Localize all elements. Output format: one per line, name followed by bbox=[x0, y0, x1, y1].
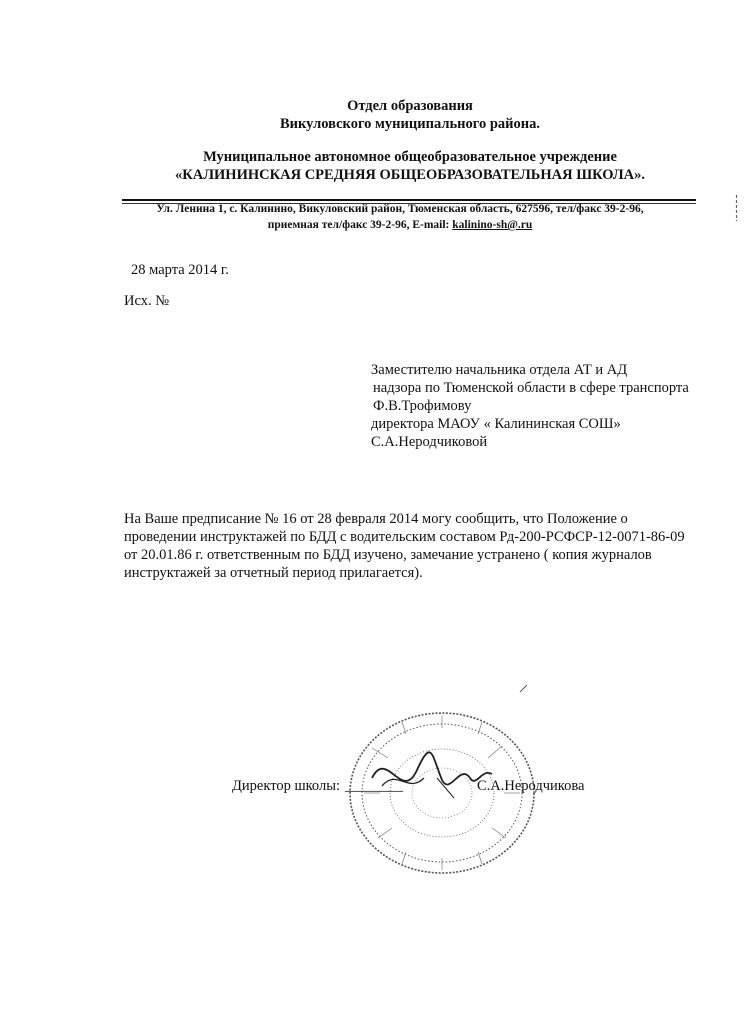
institution-type: Муниципальное автономное общеобразовательное учреждение bbox=[203, 149, 617, 165]
pen-mark-icon bbox=[518, 683, 530, 693]
body-line-4: инструктажей за отчетный период прилагается). bbox=[124, 565, 423, 581]
body-line-3: от 20.01.86 г. ответственным по БДД изучено, замечание устранено ( копия журналов bbox=[124, 547, 652, 563]
body-line-2: проведении инструктажей по БДД с водительским составом Рд-200-РСФСР-12-0071-86-09 bbox=[124, 529, 685, 545]
department-title: Отдел образования bbox=[347, 98, 473, 114]
recipient-line-1: Заместителю начальника отдела АТ и АД bbox=[371, 362, 628, 378]
contact-line bbox=[0, 219, 744, 231]
scan-edge-mark-icon bbox=[735, 195, 738, 221]
letter-date: 28 марта 2014 г. bbox=[131, 262, 229, 278]
signature-line: ________ bbox=[345, 778, 403, 794]
signatory-name: С.А.Неродчикова bbox=[477, 778, 585, 794]
recipient-line-5: С.А.Неродчиковой bbox=[371, 434, 488, 450]
signatory-role: Директор школы: bbox=[232, 778, 340, 794]
address-line: Ул. Ленина 1, с. Калинино, Викуловский район, Тюменская область, 627596, тел/факс 39-2-96, bbox=[156, 203, 644, 215]
contact-prefix: приемная тел/факс 39-2-96, E-mail: bbox=[267, 219, 453, 231]
body-line-1: На Ваше предписание № 16 от 28 февраля 2014 могу сообщить, что Положение о bbox=[124, 511, 628, 527]
header-rule bbox=[122, 199, 696, 201]
district-title: Викуловского муниципального района. bbox=[280, 116, 540, 132]
email-link[interactable]: kalinino-sh@.ru bbox=[452, 219, 533, 231]
recipient-line-3: Ф.В.Трофимову bbox=[373, 398, 472, 414]
outgoing-number: Исх. № bbox=[124, 293, 170, 309]
recipient-line-4: директора МАОУ « Калининская СОШ» bbox=[371, 416, 621, 432]
school-name: «КАЛИНИНСКАЯ СРЕДНЯЯ ОБЩЕОБРАЗОВАТЕЛЬНАЯ ШКОЛА». bbox=[174, 167, 646, 183]
recipient-line-2: надзора по Тюменской области в сфере транспорта bbox=[373, 380, 689, 396]
